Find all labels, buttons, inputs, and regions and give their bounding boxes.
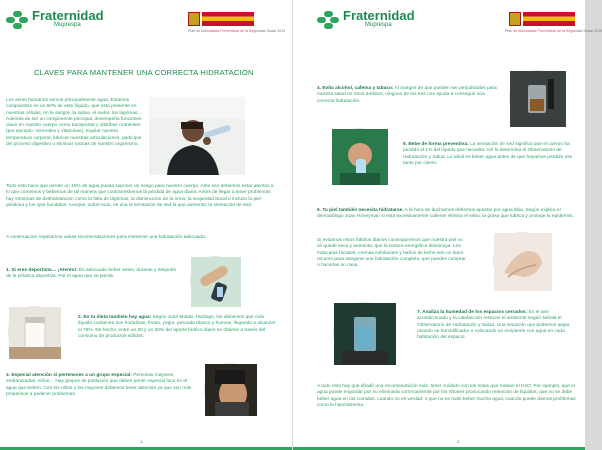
tip-4-heading: 4. Evita alcohol, cafeína y tabaco: (317, 86, 394, 91)
man-drinking-photo (149, 97, 245, 175)
paragraph-2: Todo esto hace que perder un 10% de agua pueda suponer un riesgo para nuestro cuerpo. Ante eso debemos estar atentos a lo que comemos y bebemos de tal manera que contrarrestemos la pérdida de agua diaria. Antes de llegar a tener problemas hay síntomas de deshidratación como la falta de lágrimas, la disminución de la orina, la sequedad bucal e incluso la piel grisácea y los ojos hundidos. Aunque, sobre todo, es una la sensación de sed la que aumenta: la sensación de sed. (6, 184, 274, 208)
coat-of-arms-icon (188, 12, 200, 26)
tip-6-continued: Si evitamos estos hábitos diarios conseguiremos que nuestra piel no se quede seca y aumenta, que la textura energética disminuya. Los máscaras faciales, cremas exfoliantes y baños de leche son un buen recurso para asegurar una hidratación completa, que puedes comprar o hacerlas en casa. (317, 238, 466, 269)
yogurt-photo (8, 306, 60, 358)
tip-5-heading: 5. Bebe de forma preventiva: (403, 142, 469, 147)
fraternidad-logo (6, 10, 104, 29)
tip-7 (417, 310, 575, 341)
tip-6-heading: 6. Tu piel también necesita hidratarse. (317, 208, 404, 213)
water-glass-photo (333, 302, 395, 364)
page-number-right: 2 (457, 439, 460, 444)
brand-sub: Muprespa (365, 22, 392, 28)
tip-3 (6, 373, 198, 398)
gov-caption: Plan de Actividades Preventivas de la Seguridad Social 2019 (188, 29, 286, 33)
pregnant-woman-photo (204, 363, 256, 415)
tip-3-body: Personas mayores, embarazadas, niños… Hay grupos de población que deben poner especial foco en el agua que beben. Con los niños y los mayores debemos tener atención ya que son más propensos a padecer problemas. (6, 373, 192, 397)
brand-sub: Muprespa (54, 22, 81, 28)
fraternidad-logo-icon (6, 11, 28, 29)
coat-of-arms-icon (509, 12, 521, 26)
hand-cream-photo (493, 232, 551, 290)
tip-1 (6, 268, 176, 281)
tip-2 (78, 315, 278, 340)
government-logo (188, 12, 254, 26)
tip-4-body: Al margen de que pueden ser perjudiciales para nuestra salud en otros ámbitos, ninguno de los tres nos ayuda a conseguir una correcta hidratación. (317, 86, 497, 104)
water-drinking-photo (331, 128, 387, 184)
tip-5-body: La sensación de sed significa que el cuerpo ha perdido el 1% del líquido que necesita. Así lo determina el Observatorio de Hidratación y Salud. Lo ideal es beber agua antes de que hayamos perdido ese tanto por ciento. (403, 142, 573, 166)
tip-2-heading: 2. En tu dieta también hay agua: (78, 315, 152, 320)
brand-name: Fraternidad (32, 8, 104, 23)
fraternidad-logo-icon (317, 11, 339, 29)
tip-7-heading: 7. Analiza la humedad de los espacios cerrados: (417, 310, 528, 315)
tip-7-body: En el aire acondicionado y la calefacción resecan el ambiente según señala el Observatorio de Hidratación y Salud. Una situación que podemos atajar usando un humidificador o colocando un recipiente con agua en cada habitación del espacio. (417, 310, 570, 341)
closing-paragraph: A todo esto hay que añadir una recomendación más: tener cuidado con los mitos que rodean el H2O. Por ejemplo, que el agua puede engordar por no eliminarla correctamente por los riñones provocando retención de líquidos; que no se debe beber agua en las comidas, cuando no es verdad; o que no es malo beber mucha agua, cuando puede darnos problemas como la hiponatremia. (317, 384, 576, 408)
paragraph-3: A continuación repasamos varias recomendaciones para mantener una hidratación adecuada: (6, 235, 206, 240)
tip-1-body: Es adecuado beber antes, durante y después de la práctica deportiva. Por el agua que se pierde. (6, 268, 176, 280)
tip-2-body: Según José Mataix, fisiólogo, los alimentos que más líquido contienen son hortalizas, frutas, yogur, pescado blanco y huevos, llegando a alcanzar el 75%. De hecho, entre un 20 y un 30% del aporte hídrico diario se obtiene a través del consumo de productos sólidos. (78, 315, 276, 339)
tip-3-heading: 3. Especial atención si perteneces a un grupo especial: (6, 373, 132, 378)
tip-6 (317, 208, 575, 221)
intro-paragraph: Los seres humanos somos principalmente agua. Estamos compuestos en un 60% de este líquido, que está presente en nuestras células, en la sangre, la saliva, el sudor, los lágrimas… Además de ser un componente principal, desempeña funciones clave en nuestro cuerpo como transportar y distribuir nutrientes (por ejemplo: minerales y vitaminas), regular nuestra temperatura corporal, lubricar nuestras articulaciones, participar del proceso digestivo o eliminar toxinas de nuestro organismo. (6, 98, 143, 148)
page-title: CLAVES PARA MANTENER UNA CORRECTA HIDRATACIÓN (34, 68, 254, 77)
flag-icon (202, 12, 254, 26)
alcohol-glass-photo (509, 70, 565, 126)
page-number-left: 1 (140, 439, 143, 444)
tip-4 (317, 86, 499, 105)
tip-1-heading: 1. Si eres deportista… ¡Atento!: (6, 268, 78, 273)
flag-icon (523, 12, 575, 26)
page-right (293, 0, 602, 450)
fraternidad-logo-right (317, 10, 415, 29)
page-left (0, 0, 292, 450)
brand-name: Fraternidad (343, 8, 415, 23)
gov-caption-right: Plan de Actividades Preventivas de la Seguridad Social 2019 (505, 29, 602, 33)
tip-5 (403, 142, 575, 167)
runner-photo (190, 256, 240, 306)
government-logo-right (509, 12, 575, 26)
tip-6-body: A la hora de ducharnos debemos apostar por agua tibia. Según explica el dermatólogo Juan Honeyman si está excesivamente caliente elimina el sebo, la grasa que lubrica y protege la epidermis. (317, 208, 575, 220)
